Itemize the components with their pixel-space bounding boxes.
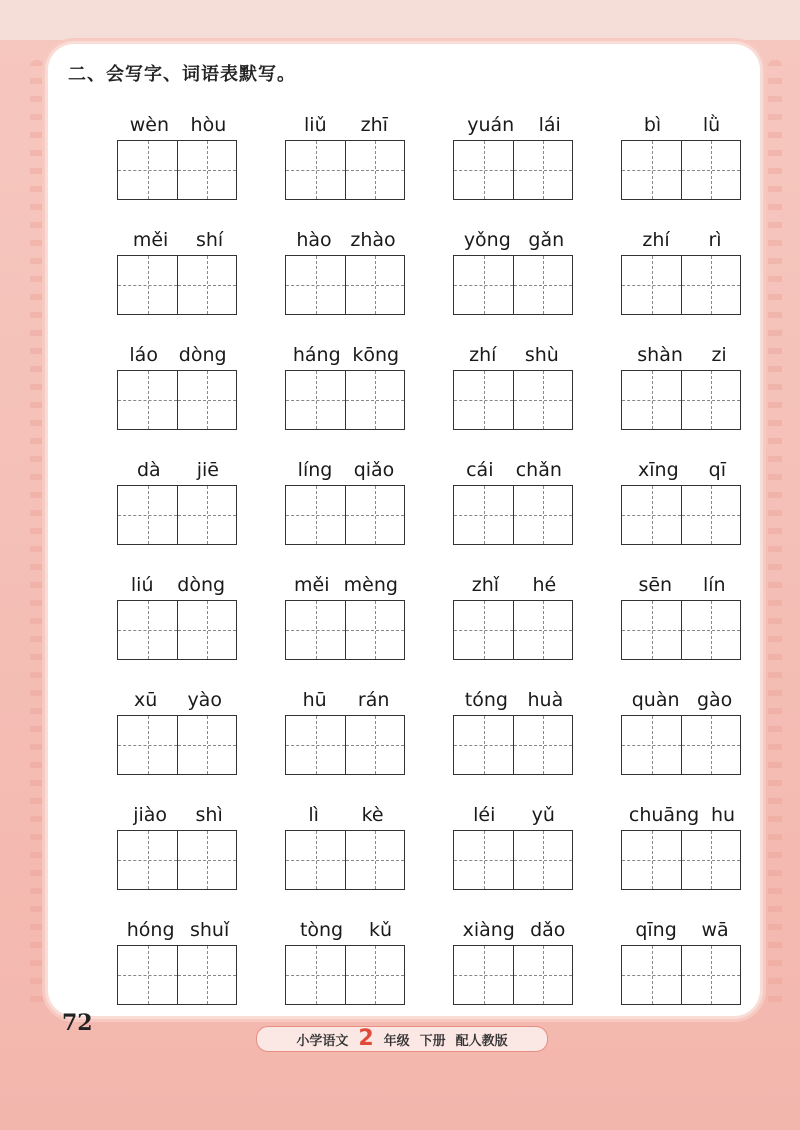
tianzige-box-pair: [285, 370, 405, 430]
word-item: [621, 564, 743, 664]
pinyin-line: [621, 909, 743, 941]
tianzige-box-pair: [117, 945, 237, 1005]
tianzige-box-pair: [117, 140, 237, 200]
page-number: 72: [62, 1010, 93, 1036]
right-wavy-border: [768, 60, 782, 1010]
pinyin-line: [453, 909, 575, 941]
pinyin-syllable-1: liǔ: [304, 114, 327, 136]
pinyin-syllable-1: hào: [296, 229, 332, 251]
footer-edition: 配人教版: [455, 1033, 508, 1049]
pinyin-syllable-1: tóng: [464, 689, 508, 711]
tianzige-box-pair: [621, 485, 741, 545]
pinyin-syllable-2: dòng: [178, 344, 227, 366]
tianzige-box-pair: [117, 830, 237, 890]
pinyin-line: [621, 679, 743, 711]
pinyin-line: [621, 794, 743, 826]
footer-band: [256, 1026, 548, 1052]
tianzige-box-pair: [285, 945, 405, 1005]
character-writing-cell[interactable]: [118, 371, 177, 429]
pinyin-syllable-2: huà: [527, 689, 564, 711]
tianzige-box-pair: [285, 715, 405, 775]
tianzige-box-pair: [621, 945, 741, 1005]
character-writing-cell[interactable]: [345, 716, 404, 774]
left-wavy-border: [30, 60, 44, 1010]
word-item: [285, 679, 407, 779]
character-writing-cell[interactable]: [286, 256, 345, 314]
tianzige-box-pair: [117, 600, 237, 660]
word-item: [621, 334, 743, 434]
pinyin-line: [285, 564, 407, 596]
character-writing-cell[interactable]: [681, 141, 740, 199]
pinyin-line: [285, 909, 407, 941]
pinyin-syllable-1: cái: [466, 459, 494, 481]
character-writing-cell[interactable]: [454, 371, 513, 429]
character-writing-cell[interactable]: [345, 486, 404, 544]
pinyin-line: [117, 219, 239, 251]
character-writing-cell[interactable]: [286, 831, 345, 889]
word-item: [117, 334, 239, 434]
character-writing-cell[interactable]: [454, 256, 513, 314]
word-item: [621, 909, 743, 1009]
pinyin-line: [285, 449, 407, 481]
pinyin-line: [117, 794, 239, 826]
tianzige-box-pair: [285, 830, 405, 890]
pinyin-syllable-1: zhí: [469, 344, 497, 366]
character-writing-cell[interactable]: [118, 141, 177, 199]
pinyin-syllable-2: shù: [524, 344, 559, 366]
character-writing-cell[interactable]: [118, 256, 177, 314]
pinyin-syllable-1: xīng: [638, 459, 679, 481]
pinyin-syllable-2: zhī: [360, 114, 388, 136]
character-writing-cell[interactable]: [681, 716, 740, 774]
word-item: [453, 334, 575, 434]
character-writing-cell[interactable]: [513, 256, 572, 314]
character-writing-cell[interactable]: [513, 601, 572, 659]
pinyin-syllable-1: zhǐ: [471, 574, 500, 596]
character-writing-cell[interactable]: [177, 601, 236, 659]
pinyin-syllable-2: rì: [708, 229, 722, 251]
word-item: [453, 564, 575, 664]
pinyin-syllable-2: kè: [361, 804, 384, 826]
pinyin-syllable-2: chǎn: [515, 459, 562, 481]
character-writing-cell[interactable]: [177, 486, 236, 544]
pinyin-syllable-2: wā: [701, 919, 729, 941]
tianzige-box-pair: [453, 370, 573, 430]
word-item: [117, 219, 239, 319]
character-writing-cell[interactable]: [286, 601, 345, 659]
word-item: [117, 104, 239, 204]
character-writing-cell[interactable]: [622, 141, 681, 199]
tianzige-box-pair: [453, 485, 573, 545]
pinyin-line: [453, 219, 575, 251]
tianzige-box-pair: [453, 715, 573, 775]
pinyin-syllable-1: hóng: [126, 919, 175, 941]
character-writing-cell[interactable]: [622, 601, 681, 659]
character-writing-cell[interactable]: [177, 371, 236, 429]
tianzige-box-pair: [117, 485, 237, 545]
pinyin-line: [285, 334, 407, 366]
pinyin-syllable-2: shí: [195, 229, 224, 251]
character-writing-cell[interactable]: [118, 601, 177, 659]
pinyin-syllable-1: bì: [643, 114, 662, 136]
word-item: [117, 679, 239, 779]
pinyin-syllable-2: jiē: [196, 459, 219, 481]
pinyin-syllable-1: hū: [302, 689, 327, 711]
character-writing-cell[interactable]: [681, 486, 740, 544]
character-writing-cell[interactable]: [454, 716, 513, 774]
character-writing-cell[interactable]: [622, 371, 681, 429]
tianzige-box-pair: [285, 255, 405, 315]
pinyin-syllable-1: wèn: [129, 114, 170, 136]
character-writing-cell[interactable]: [513, 486, 572, 544]
character-writing-cell[interactable]: [118, 831, 177, 889]
pinyin-syllable-2: yǔ: [531, 804, 555, 826]
tianzige-box-pair: [453, 600, 573, 660]
word-item: [621, 219, 743, 319]
character-writing-cell[interactable]: [286, 141, 345, 199]
pinyin-syllable-1: qīng: [635, 919, 677, 941]
word-item: [285, 564, 407, 664]
character-writing-cell[interactable]: [513, 716, 572, 774]
pinyin-line: [285, 794, 407, 826]
pinyin-syllable-1: sēn: [638, 574, 673, 596]
character-writing-cell[interactable]: [513, 946, 572, 1004]
character-writing-cell[interactable]: [513, 141, 572, 199]
pinyin-syllable-2: dǎo: [530, 919, 566, 941]
pinyin-line: [117, 909, 239, 941]
pinyin-syllable-2: rán: [357, 689, 390, 711]
word-item: [453, 909, 575, 1009]
pinyin-syllable-1: háng: [292, 344, 341, 366]
tianzige-box-pair: [285, 485, 405, 545]
pinyin-syllable-1: tòng: [299, 919, 344, 941]
pinyin-syllable-2: hòu: [190, 114, 227, 136]
character-writing-cell[interactable]: [454, 831, 513, 889]
character-writing-cell[interactable]: [118, 486, 177, 544]
character-writing-cell[interactable]: [681, 601, 740, 659]
character-writing-cell[interactable]: [118, 946, 177, 1004]
character-writing-cell[interactable]: [622, 256, 681, 314]
pinyin-syllable-2: yào: [187, 689, 222, 711]
word-item: [117, 794, 239, 894]
pinyin-syllable-1: quàn: [631, 689, 680, 711]
tianzige-box-pair: [453, 830, 573, 890]
character-writing-cell[interactable]: [286, 716, 345, 774]
character-writing-cell[interactable]: [681, 371, 740, 429]
pinyin-syllable-2: kǔ: [369, 919, 393, 941]
character-writing-cell[interactable]: [622, 716, 681, 774]
tianzige-box-pair: [117, 715, 237, 775]
pinyin-syllable-1: chuāng: [628, 804, 700, 826]
character-writing-cell[interactable]: [177, 716, 236, 774]
pinyin-line: [285, 104, 407, 136]
word-item: [621, 679, 743, 779]
character-writing-cell[interactable]: [177, 946, 236, 1004]
tianzige-box-pair: [453, 945, 573, 1005]
pinyin-line: [285, 679, 407, 711]
tianzige-box-pair: [285, 140, 405, 200]
pinyin-line: [621, 219, 743, 251]
pinyin-syllable-2: kōng: [352, 344, 400, 366]
pinyin-line: [117, 104, 239, 136]
pinyin-syllable-2: zhào: [350, 229, 396, 251]
pinyin-syllable-2: qiǎo: [353, 459, 395, 481]
tianzige-box-pair: [621, 140, 741, 200]
character-writing-cell[interactable]: [345, 256, 404, 314]
character-writing-cell[interactable]: [286, 371, 345, 429]
section-heading: 二、会写字、词语表默写。: [68, 64, 296, 85]
pinyin-line: [453, 334, 575, 366]
word-item: [621, 449, 743, 549]
character-writing-cell[interactable]: [681, 946, 740, 1004]
pinyin-syllable-1: liú: [130, 574, 154, 596]
character-writing-cell[interactable]: [177, 141, 236, 199]
pinyin-syllable-2: lín: [702, 574, 726, 596]
pinyin-line: [621, 564, 743, 596]
character-writing-cell[interactable]: [345, 371, 404, 429]
pinyin-line: [117, 449, 239, 481]
pinyin-syllable-2: shì: [195, 804, 223, 826]
tianzige-box-pair: [621, 600, 741, 660]
pinyin-syllable-1: yuán: [467, 114, 515, 136]
pinyin-syllable-1: shàn: [637, 344, 683, 366]
pinyin-syllable-2: shuǐ: [189, 919, 230, 941]
pinyin-line: [453, 449, 575, 481]
pinyin-line: [117, 679, 239, 711]
tianzige-box-pair: [117, 370, 237, 430]
pinyin-syllable-2: qī: [708, 459, 726, 481]
pinyin-line: [453, 679, 575, 711]
pinyin-line: [621, 449, 743, 481]
character-writing-cell[interactable]: [622, 486, 681, 544]
pinyin-syllable-2: zi: [711, 344, 727, 366]
pinyin-line: [453, 104, 575, 136]
character-writing-cell[interactable]: [286, 486, 345, 544]
word-item: [117, 449, 239, 549]
pinyin-line: [117, 564, 239, 596]
word-item: [453, 794, 575, 894]
footer-grade-suffix: 年级: [383, 1033, 410, 1049]
word-item: [117, 909, 239, 1009]
tianzige-box-pair: [621, 255, 741, 315]
word-item: [285, 794, 407, 894]
character-writing-cell[interactable]: [681, 256, 740, 314]
pinyin-syllable-1: yǒng: [463, 229, 511, 251]
character-writing-cell[interactable]: [454, 946, 513, 1004]
character-writing-cell[interactable]: [454, 141, 513, 199]
word-item: [285, 909, 407, 1009]
pinyin-syllable-2: dòng: [177, 574, 226, 596]
pinyin-syllable-2: lǜ: [702, 114, 721, 136]
tianzige-box-pair: [117, 255, 237, 315]
character-writing-cell[interactable]: [513, 371, 572, 429]
word-item: [621, 794, 743, 894]
tianzige-box-pair: [285, 600, 405, 660]
pinyin-line: [621, 334, 743, 366]
word-item: [453, 679, 575, 779]
pinyin-line: [117, 334, 239, 366]
word-item: [621, 104, 743, 204]
pinyin-syllable-2: gǎn: [528, 229, 565, 251]
word-item: [285, 449, 407, 549]
character-writing-cell[interactable]: [345, 601, 404, 659]
character-writing-cell[interactable]: [118, 716, 177, 774]
character-writing-cell[interactable]: [345, 946, 404, 1004]
character-writing-cell[interactable]: [454, 486, 513, 544]
pinyin-syllable-2: hé: [532, 574, 557, 596]
character-writing-cell[interactable]: [345, 141, 404, 199]
character-writing-cell[interactable]: [622, 831, 681, 889]
pinyin-syllable-2: mèng: [343, 574, 398, 596]
pinyin-syllable-2: lái: [538, 114, 561, 136]
character-writing-cell[interactable]: [513, 831, 572, 889]
word-item: [453, 449, 575, 549]
word-item: [285, 334, 407, 434]
word-item: [453, 104, 575, 204]
pinyin-syllable-1: líng: [297, 459, 333, 481]
pinyin-syllable-1: měi: [132, 229, 169, 251]
character-writing-cell[interactable]: [286, 946, 345, 1004]
word-item: [285, 104, 407, 204]
footer-term: 下册: [419, 1033, 446, 1049]
word-item: [117, 564, 239, 664]
character-writing-cell[interactable]: [681, 831, 740, 889]
character-writing-cell[interactable]: [177, 831, 236, 889]
tianzige-box-pair: [453, 255, 573, 315]
character-writing-cell[interactable]: [454, 601, 513, 659]
pinyin-syllable-1: dà: [137, 459, 161, 481]
pinyin-syllable-1: láo: [129, 344, 158, 366]
character-writing-cell[interactable]: [177, 256, 236, 314]
pinyin-line: [621, 104, 743, 136]
pinyin-line: [285, 219, 407, 251]
word-item: [453, 219, 575, 319]
footer-subject: 小学语文: [296, 1033, 349, 1049]
pinyin-line: [453, 564, 575, 596]
footer-grade: 2: [358, 1026, 374, 1051]
tianzige-box-pair: [621, 370, 741, 430]
pinyin-syllable-1: xiàng: [462, 919, 515, 941]
pinyin-line: [453, 794, 575, 826]
pinyin-syllable-1: léi: [473, 804, 496, 826]
character-writing-cell[interactable]: [345, 831, 404, 889]
word-item: [285, 219, 407, 319]
pinyin-syllable-2: hu: [711, 804, 736, 826]
pinyin-syllable-1: měi: [294, 574, 330, 596]
character-writing-cell[interactable]: [622, 946, 681, 1004]
pinyin-syllable-2: gào: [696, 689, 733, 711]
pinyin-syllable-1: lì: [308, 804, 319, 826]
pinyin-syllable-1: zhí: [642, 229, 670, 251]
tianzige-box-pair: [621, 830, 741, 890]
tianzige-box-pair: [621, 715, 741, 775]
pinyin-syllable-1: jiào: [133, 804, 168, 826]
tianzige-box-pair: [453, 140, 573, 200]
pinyin-syllable-1: xū: [134, 689, 158, 711]
